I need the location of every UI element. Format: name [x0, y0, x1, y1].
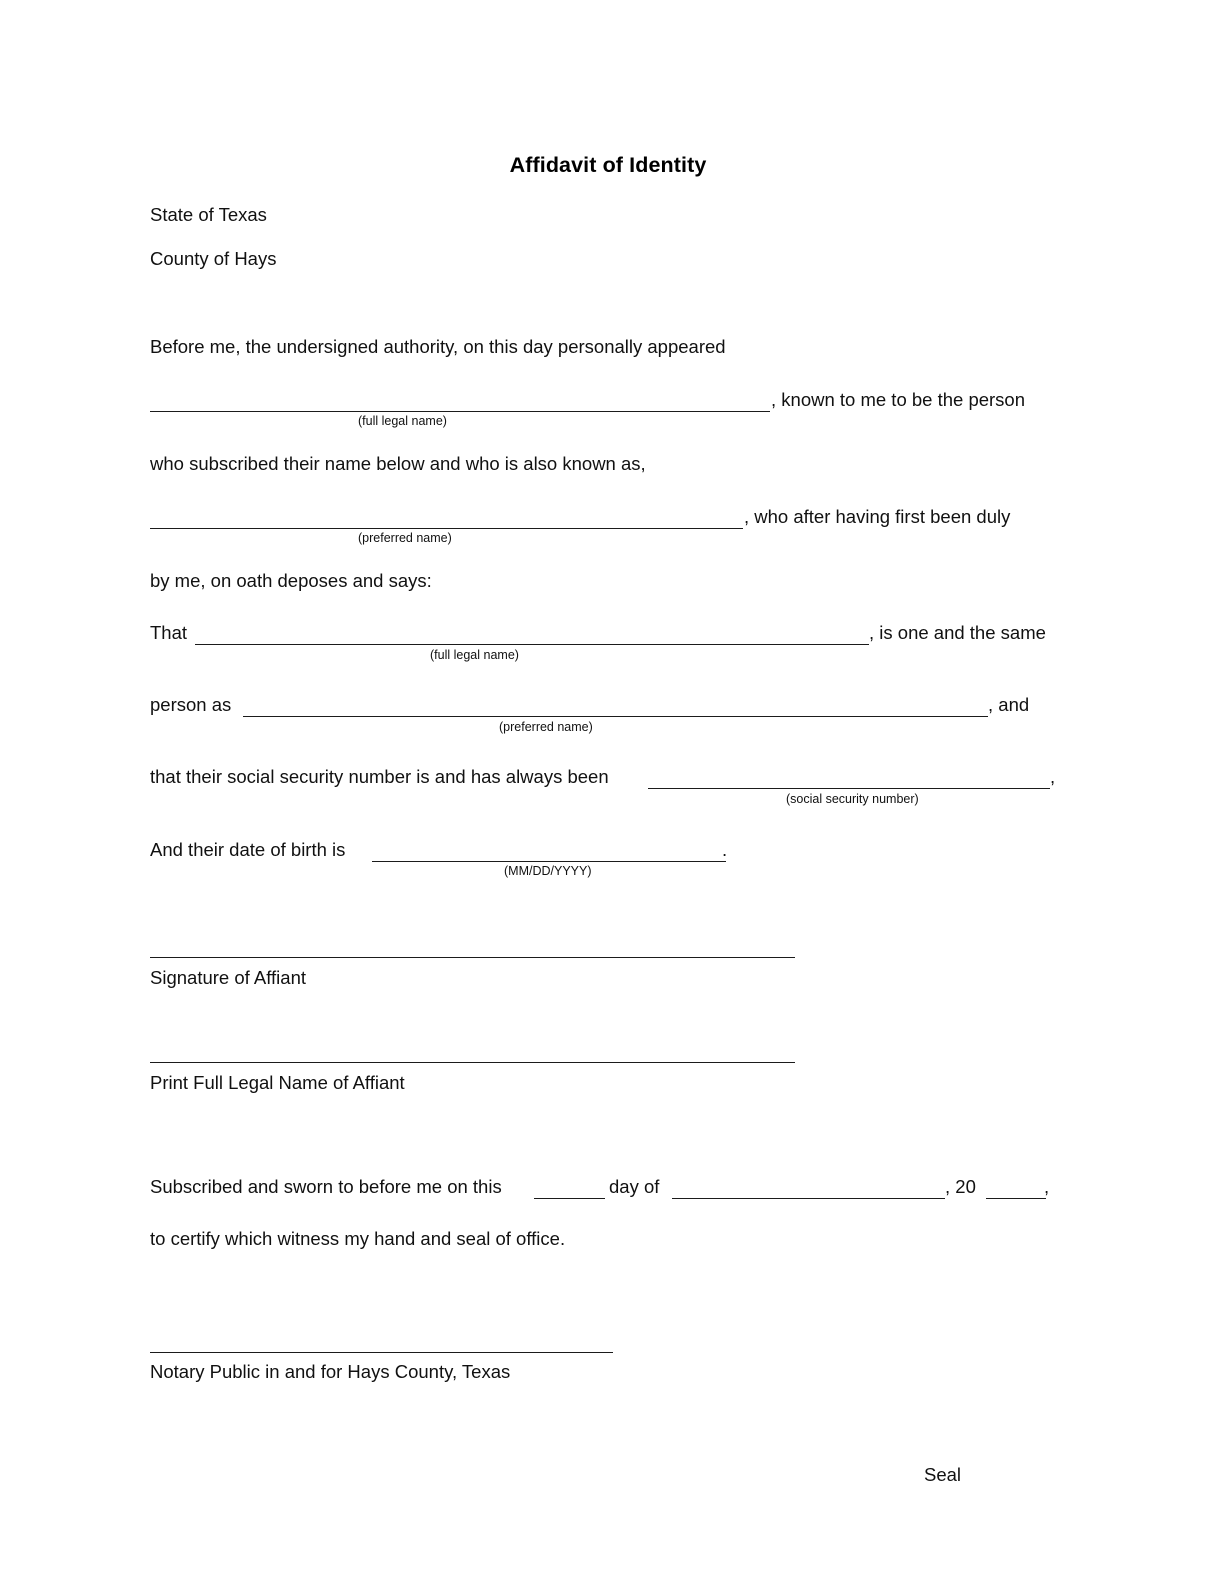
after-dob-blank-text: . — [722, 839, 728, 860]
year-prefix-text: , 20 — [945, 1176, 976, 1197]
blank-preferred-name-1[interactable] — [150, 528, 743, 529]
page-title: Affidavit of Identity — [509, 153, 707, 177]
ssn-label: that their social security number is and has always been — [150, 766, 609, 787]
certify-line: to certify which witness my hand and seal of office. — [150, 1228, 566, 1249]
oath-line: by me, on oath deposes and says: — [150, 570, 432, 591]
caption-date-of-birth: (MM/DD/YYYY) — [504, 864, 592, 878]
print-full-legal-name-label: Print Full Legal Name of Affiant — [150, 1072, 405, 1093]
that-label: That — [150, 622, 188, 643]
notary-public-signature-line[interactable] — [150, 1352, 613, 1353]
blank-social-security-number[interactable] — [648, 788, 1050, 789]
after-that-blank-text: , is one and the same — [869, 622, 1046, 643]
notary-public-label: Notary Public in and for Hays County, Texas — [150, 1361, 511, 1382]
intro-line: Before me, the undersigned authority, on this day personally appeared — [150, 336, 726, 357]
sworn-prefix-text: Subscribed and sworn to before me on this — [150, 1176, 502, 1197]
blank-date-of-birth[interactable] — [372, 861, 726, 862]
dob-label: And their date of birth is — [150, 839, 346, 860]
after-blank-1-text: , known to me to be the person — [771, 389, 1026, 410]
caption-full-legal-name-1: (full legal name) — [358, 414, 447, 428]
county-line: County of Hays — [150, 248, 277, 269]
blank-year[interactable] — [986, 1198, 1046, 1199]
caption-social-security-number: (social security number) — [786, 792, 919, 806]
caption-preferred-name-1: (preferred name) — [358, 531, 452, 545]
blank-month[interactable] — [672, 1198, 945, 1199]
blank-day[interactable] — [534, 1198, 605, 1199]
blank-full-legal-name-2[interactable] — [195, 644, 869, 645]
day-of-text: day of — [609, 1176, 660, 1197]
caption-preferred-name-2: (preferred name) — [499, 720, 593, 734]
after-person-as-blank-text: , and — [988, 694, 1030, 715]
state-line: State of Texas — [150, 204, 267, 225]
print-full-legal-name-line[interactable] — [150, 1062, 795, 1063]
person-as-label: person as — [150, 694, 232, 715]
after-blank-2-text: , who after having first been duly — [744, 506, 1011, 527]
seal-label: Seal — [924, 1464, 962, 1485]
signature-of-affiant-line[interactable] — [150, 957, 795, 958]
blank-full-legal-name-1[interactable] — [150, 411, 770, 412]
jurat-trailing-comma: , — [1044, 1176, 1050, 1197]
caption-full-legal-name-2: (full legal name) — [430, 648, 519, 662]
after-ssn-blank-text: , — [1050, 766, 1056, 787]
signature-of-affiant-label: Signature of Affiant — [150, 967, 306, 988]
blank-preferred-name-2[interactable] — [243, 716, 988, 717]
also-known-as-line: who subscribed their name below and who is also known as, — [150, 453, 646, 474]
